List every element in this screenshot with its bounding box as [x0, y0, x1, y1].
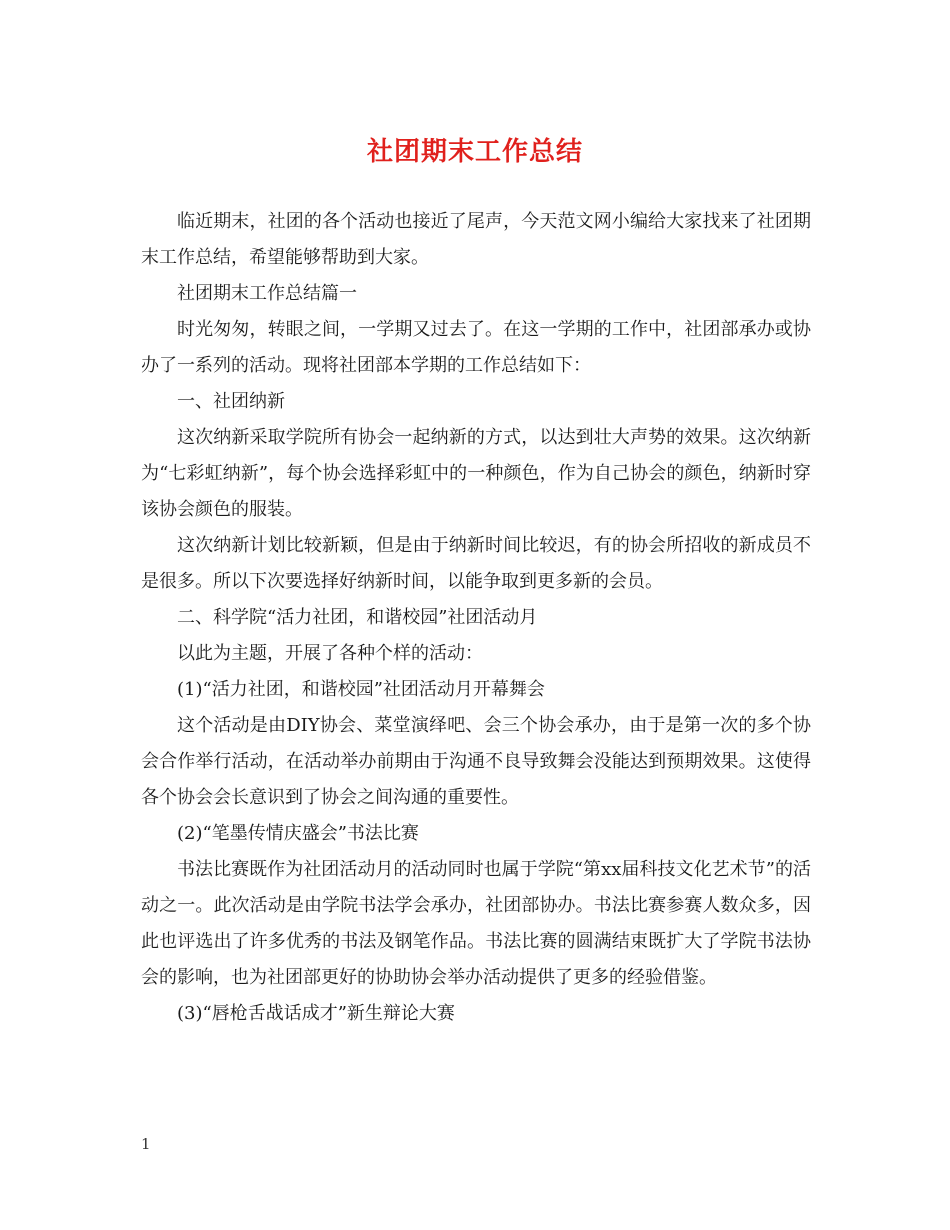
subheading-dance: (1)“活力社团，和谐校园”社团活动月开幕舞会 — [177, 679, 545, 700]
subheading-debate: (3)“唇枪舌战话成才”新生辩论大赛 — [177, 1003, 455, 1024]
document-body — [141, 204, 811, 1032]
recruitment-paragraph-2: 这次纳新计划比较新颖，但是由于纳新时间比较迟，有的协会所招收的新成员不是很多。所以下次要选择好纳新时间，以能争取到更多新的会员。 — [141, 535, 811, 592]
intro-paragraph: 临近期末，社团的各个活动也接近了尾声，今天范文网小编给大家找来了社团期末工作总结，希望能够帮助到大家。 — [141, 211, 811, 268]
subheading-calligraphy: (2)“笔墨传情庆盛会”书法比赛 — [177, 823, 419, 844]
activity-month-intro: 以此为主题，开展了各种个样的活动： — [177, 643, 483, 664]
page-number: 1 — [141, 1135, 151, 1153]
heading-activity-month: 二、科学院“活力社团，和谐校园”社团活动月 — [177, 607, 538, 628]
section-heading-part-one: 社团期末工作总结篇一 — [177, 283, 357, 304]
document-title: 社团期末工作总结 — [366, 137, 583, 167]
calligraphy-paragraph: 书法比赛既作为社团活动月的活动同时也属于学院“第xx届科技文化艺术节”的活动之一。此次活动是由学院书法学会承办，社团部协办。书法比赛参赛人数众多，因此也评选出了许多优秀的书法及钢笔作品。书法比赛的圆满结束既扩大了学院书法协会的影响，也为社团部更好的协助协会举办活动提供了更多的经验借鉴。 — [141, 859, 811, 988]
heading-recruitment: 一、社团纳新 — [177, 391, 285, 412]
recruitment-paragraph-1: 这次纳新采取学院所有协会一起纳新的方式，以达到壮大声势的效果。这次纳新为“七彩虹纳新”，每个协会选择彩虹中的一种颜色，作为自己协会的颜色，纳新时穿该协会颜色的服装。 — [141, 427, 811, 520]
dance-paragraph: 这个活动是由DIY协会、菜堂演绎吧、会三个协会承办，由于是第一次的多个协会合作举行活动，在活动举办前期由于沟通不良导致舞会没能达到预期效果。这使得各个协会会长意识到了协会之间沟通的重要性。 — [141, 715, 811, 808]
opening-paragraph: 时光匆匆，转眼之间，一学期又过去了。在这一学期的工作中，社团部承办或协办了一系列的活动。现将社团部本学期的工作总结如下： — [141, 319, 811, 376]
